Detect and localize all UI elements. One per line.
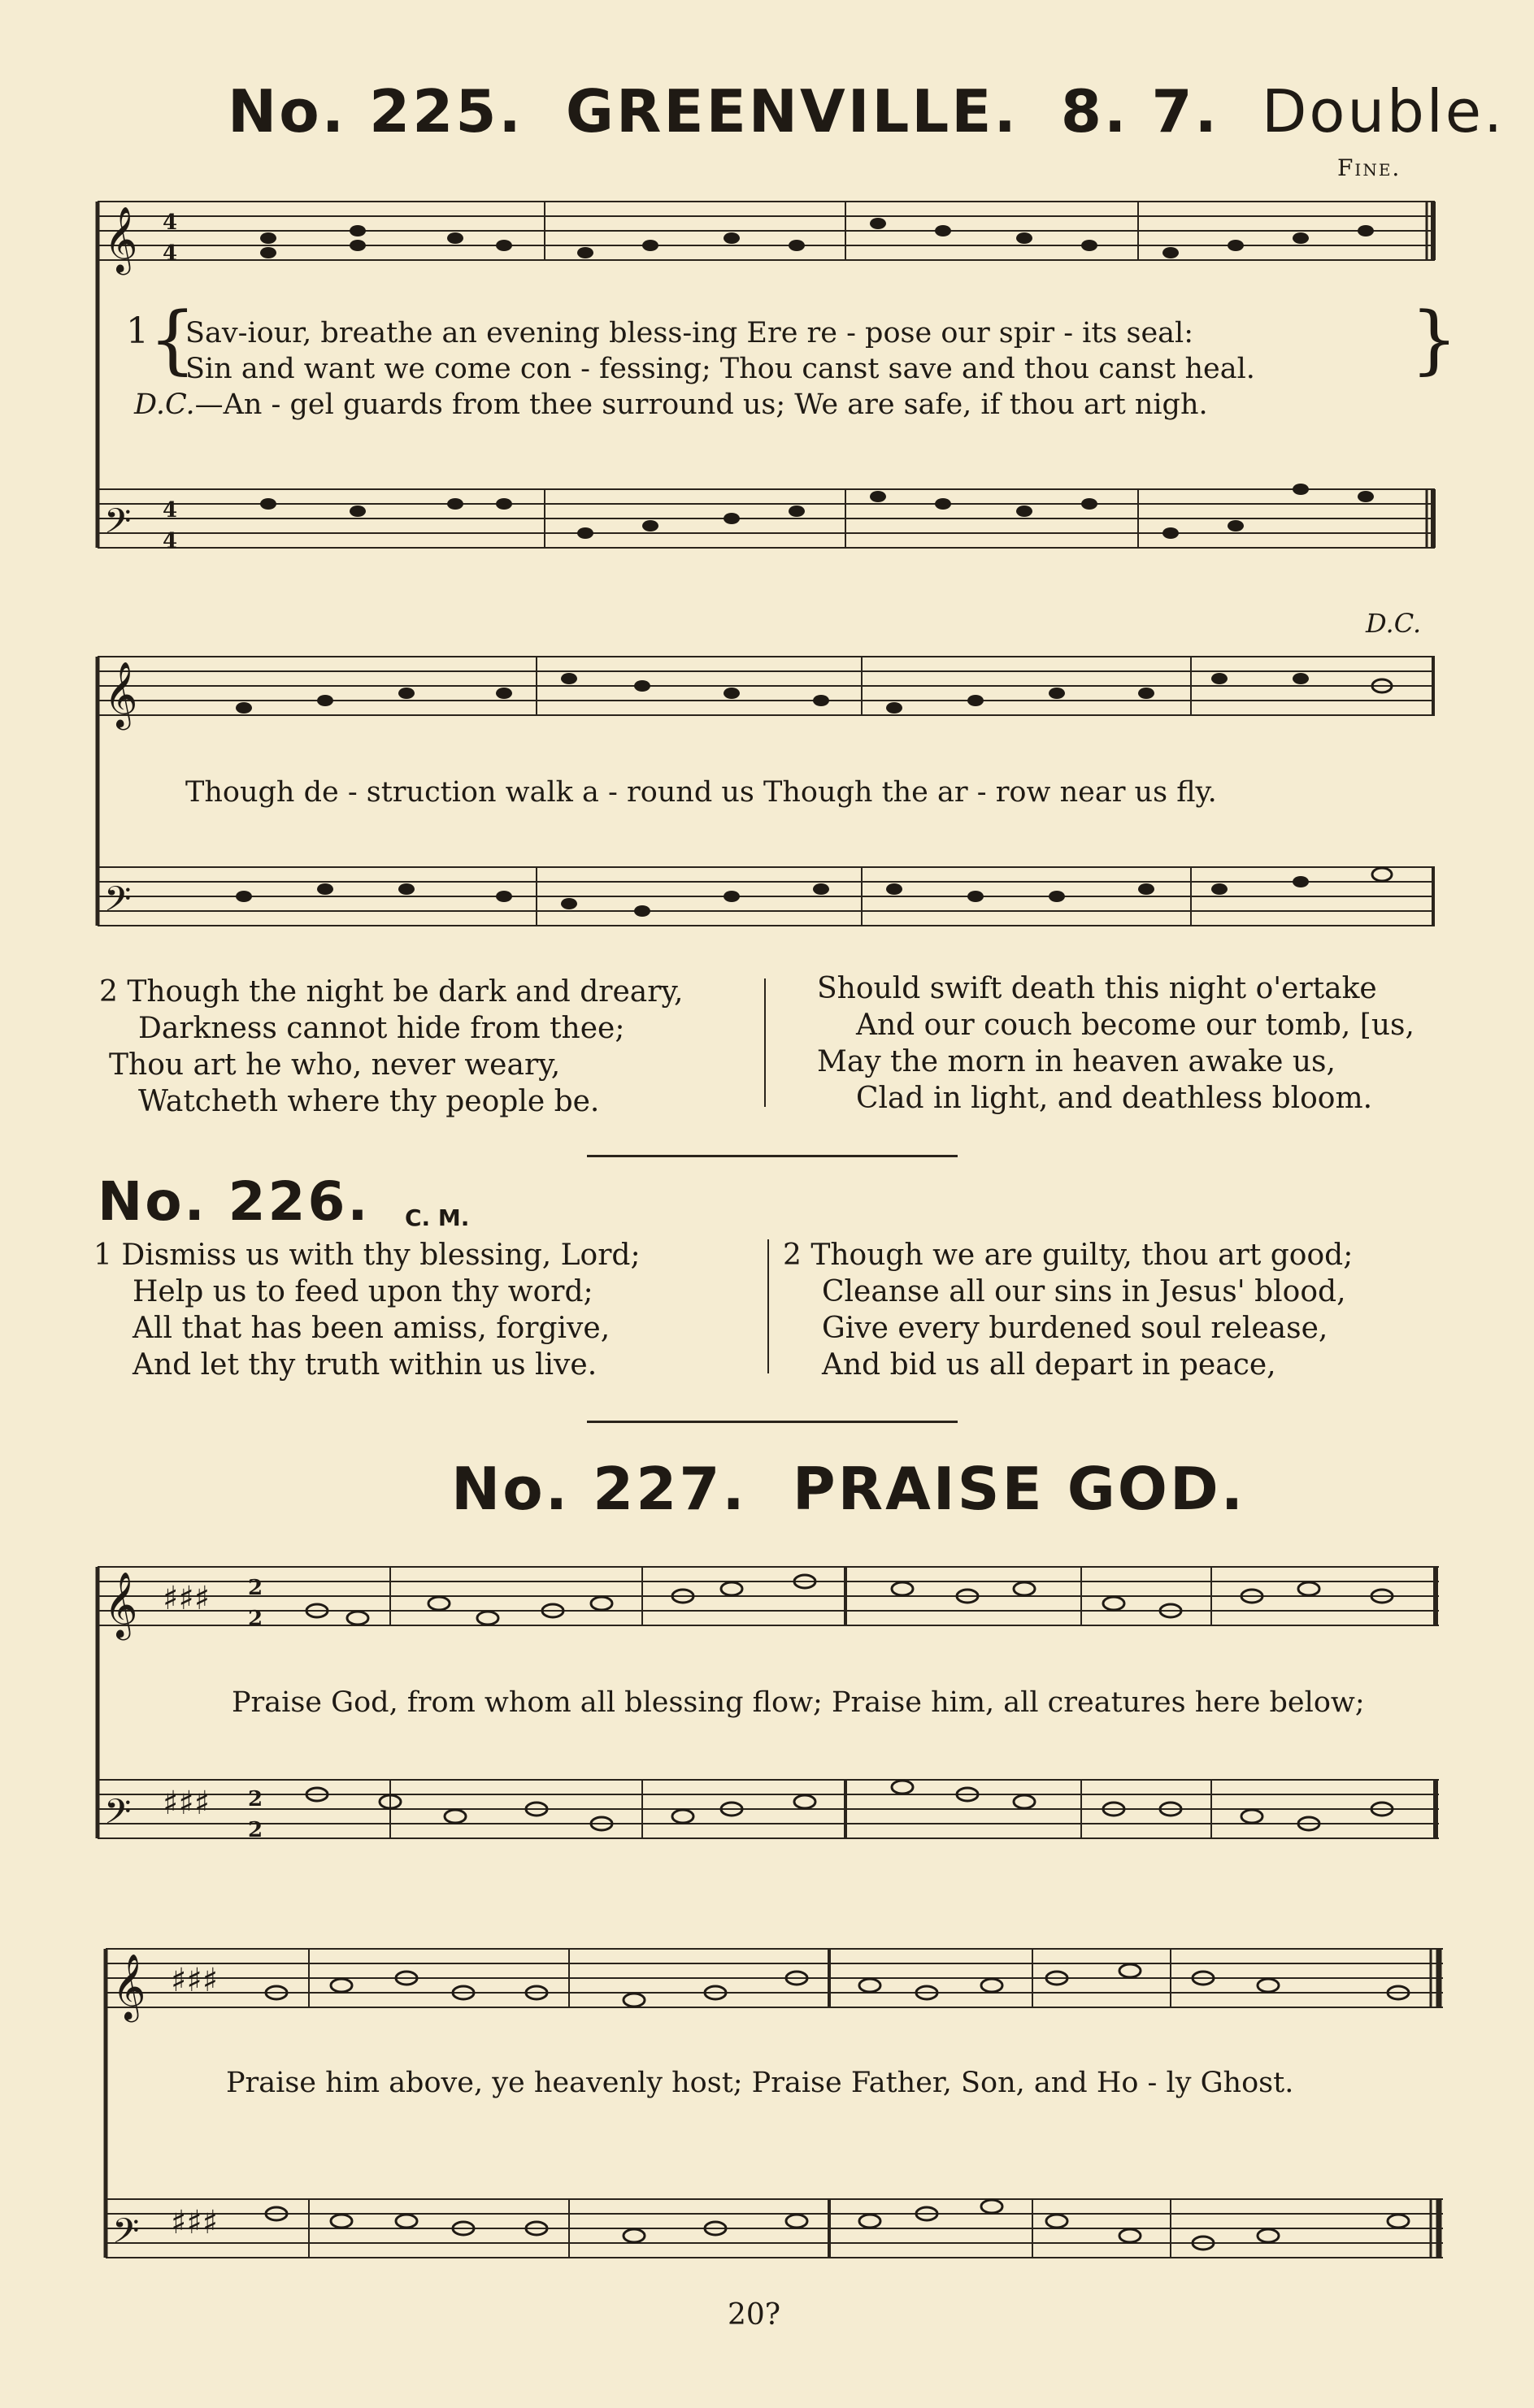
svg-text:4: 4 <box>163 241 178 266</box>
verse-line: Help us to feed upon thy word; <box>133 1275 593 1308</box>
hymn-name: GREENVILLE. <box>565 77 1019 145</box>
lyric-line-3-text: —An - gel guards from thee surround us; We are safe, if thou art nigh. <box>194 388 1208 421</box>
svg-text:2: 2 <box>248 1607 263 1631</box>
verse-line: And let thy truth within us live. <box>133 1348 598 1382</box>
fine-mark: Fine. <box>1337 154 1401 181</box>
staff-system-4 <box>106 1949 1443 2258</box>
svg-text:4: 4 <box>163 529 178 553</box>
lyric-line-2: Praise him above, ye heavenly host; Praise Father, Son, and Ho - ly Ghost. <box>226 2067 1294 2099</box>
lyric-line-2: Sin and want we come con - fessing; Thou canst save and thou canst heal. <box>185 353 1255 385</box>
svg-text:4: 4 <box>163 210 178 235</box>
hymn-meter: 8. 7. <box>1060 77 1219 145</box>
hymn-226-verse-2 <box>783 1237 1353 1383</box>
dc-label: D.C. <box>134 388 195 421</box>
verse-line: All that has been amiss, forgive, <box>133 1312 611 1345</box>
verse-line: Clad in light, and deathless bloom. <box>856 1082 1373 1115</box>
hymn-number: No. 225. <box>228 77 524 145</box>
hymn-form: Double. <box>1261 77 1505 145</box>
hymn-226-meter: C. M. <box>405 1204 470 1231</box>
svg-text:♯♯♯: ♯♯♯ <box>163 1580 211 1617</box>
verse-line: 2 Though we are guilty, thou art good; <box>783 1239 1354 1272</box>
verse-line: Watcheth where thy people be. <box>138 1085 600 1118</box>
verse-line: And our couch become our tomb, [us, <box>856 1009 1414 1042</box>
verse-line: Thou art he who, never weary, <box>109 1048 561 1082</box>
lyric-line-4: Though de - struction walk a - round us Though the ar - row near us fly. <box>185 776 1217 809</box>
verse-line: Give every burdened soul release, <box>822 1312 1328 1345</box>
svg-text:𝄢: 𝄢 <box>104 879 132 928</box>
page-number: 20? <box>728 2298 781 2332</box>
column-divider <box>764 978 766 1107</box>
svg-text:𝄢: 𝄢 <box>104 501 132 550</box>
column-divider <box>767 1239 769 1373</box>
verse-line: Darkness cannot hide from thee; <box>138 1012 625 1045</box>
left-brace: { <box>149 296 197 383</box>
section-divider <box>587 1421 958 1423</box>
hymn-name: PRAISE GOD. <box>792 1455 1246 1523</box>
svg-text:2: 2 <box>248 1818 263 1842</box>
lyric-line-1: Praise God, from whom all blessing flow; Praise him, all creatures here below; <box>232 1686 1365 1719</box>
verse-2-left <box>99 974 683 1120</box>
verse-line: 1 Dismiss us with thy blessing, Lord; <box>93 1239 641 1272</box>
section-divider <box>587 1155 958 1157</box>
dc-mark: D.C. <box>1366 608 1422 639</box>
verse-line: 2 Though the night be dark and dreary, <box>99 975 684 1009</box>
svg-text:4: 4 <box>163 498 178 523</box>
svg-text:2: 2 <box>248 1787 263 1811</box>
lyric-line-3 <box>134 388 1208 421</box>
svg-text:𝄢: 𝄢 <box>112 2211 140 2260</box>
svg-text:♯♯♯: ♯♯♯ <box>171 2204 219 2241</box>
verse-line: Cleanse all our sins in Jesus' blood, <box>822 1275 1346 1308</box>
hymn-226-verse-1 <box>93 1237 641 1383</box>
stanza-number: 1 <box>126 310 149 352</box>
verse-line: May the morn in heaven awake us, <box>817 1045 1336 1078</box>
svg-text:♯♯♯: ♯♯♯ <box>163 1785 211 1822</box>
verse-line: And bid us all depart in peace, <box>822 1348 1276 1382</box>
svg-text:♯♯♯: ♯♯♯ <box>171 1962 219 1999</box>
svg-text:𝄞: 𝄞 <box>104 661 138 727</box>
svg-text:𝄞: 𝄞 <box>104 1571 138 1638</box>
svg-text:𝄢: 𝄢 <box>104 1792 132 1841</box>
verse-line: Should swift death this night o'ertake <box>817 972 1377 1005</box>
right-brace: } <box>1410 296 1458 383</box>
svg-text:2: 2 <box>248 1576 263 1600</box>
hymn-number: No. 227. <box>451 1455 747 1523</box>
verse-2-right <box>817 970 1414 1117</box>
svg-text:𝄞: 𝄞 <box>112 1953 146 2020</box>
hymn-226-number: No. 226. <box>98 1170 371 1233</box>
svg-text:𝄞: 𝄞 <box>104 206 138 272</box>
hymn-227-title <box>451 1455 1245 1523</box>
lyric-line-1: Sav-iour, breathe an evening bless-ing Ere re - pose our spir - its seal: <box>185 317 1194 349</box>
